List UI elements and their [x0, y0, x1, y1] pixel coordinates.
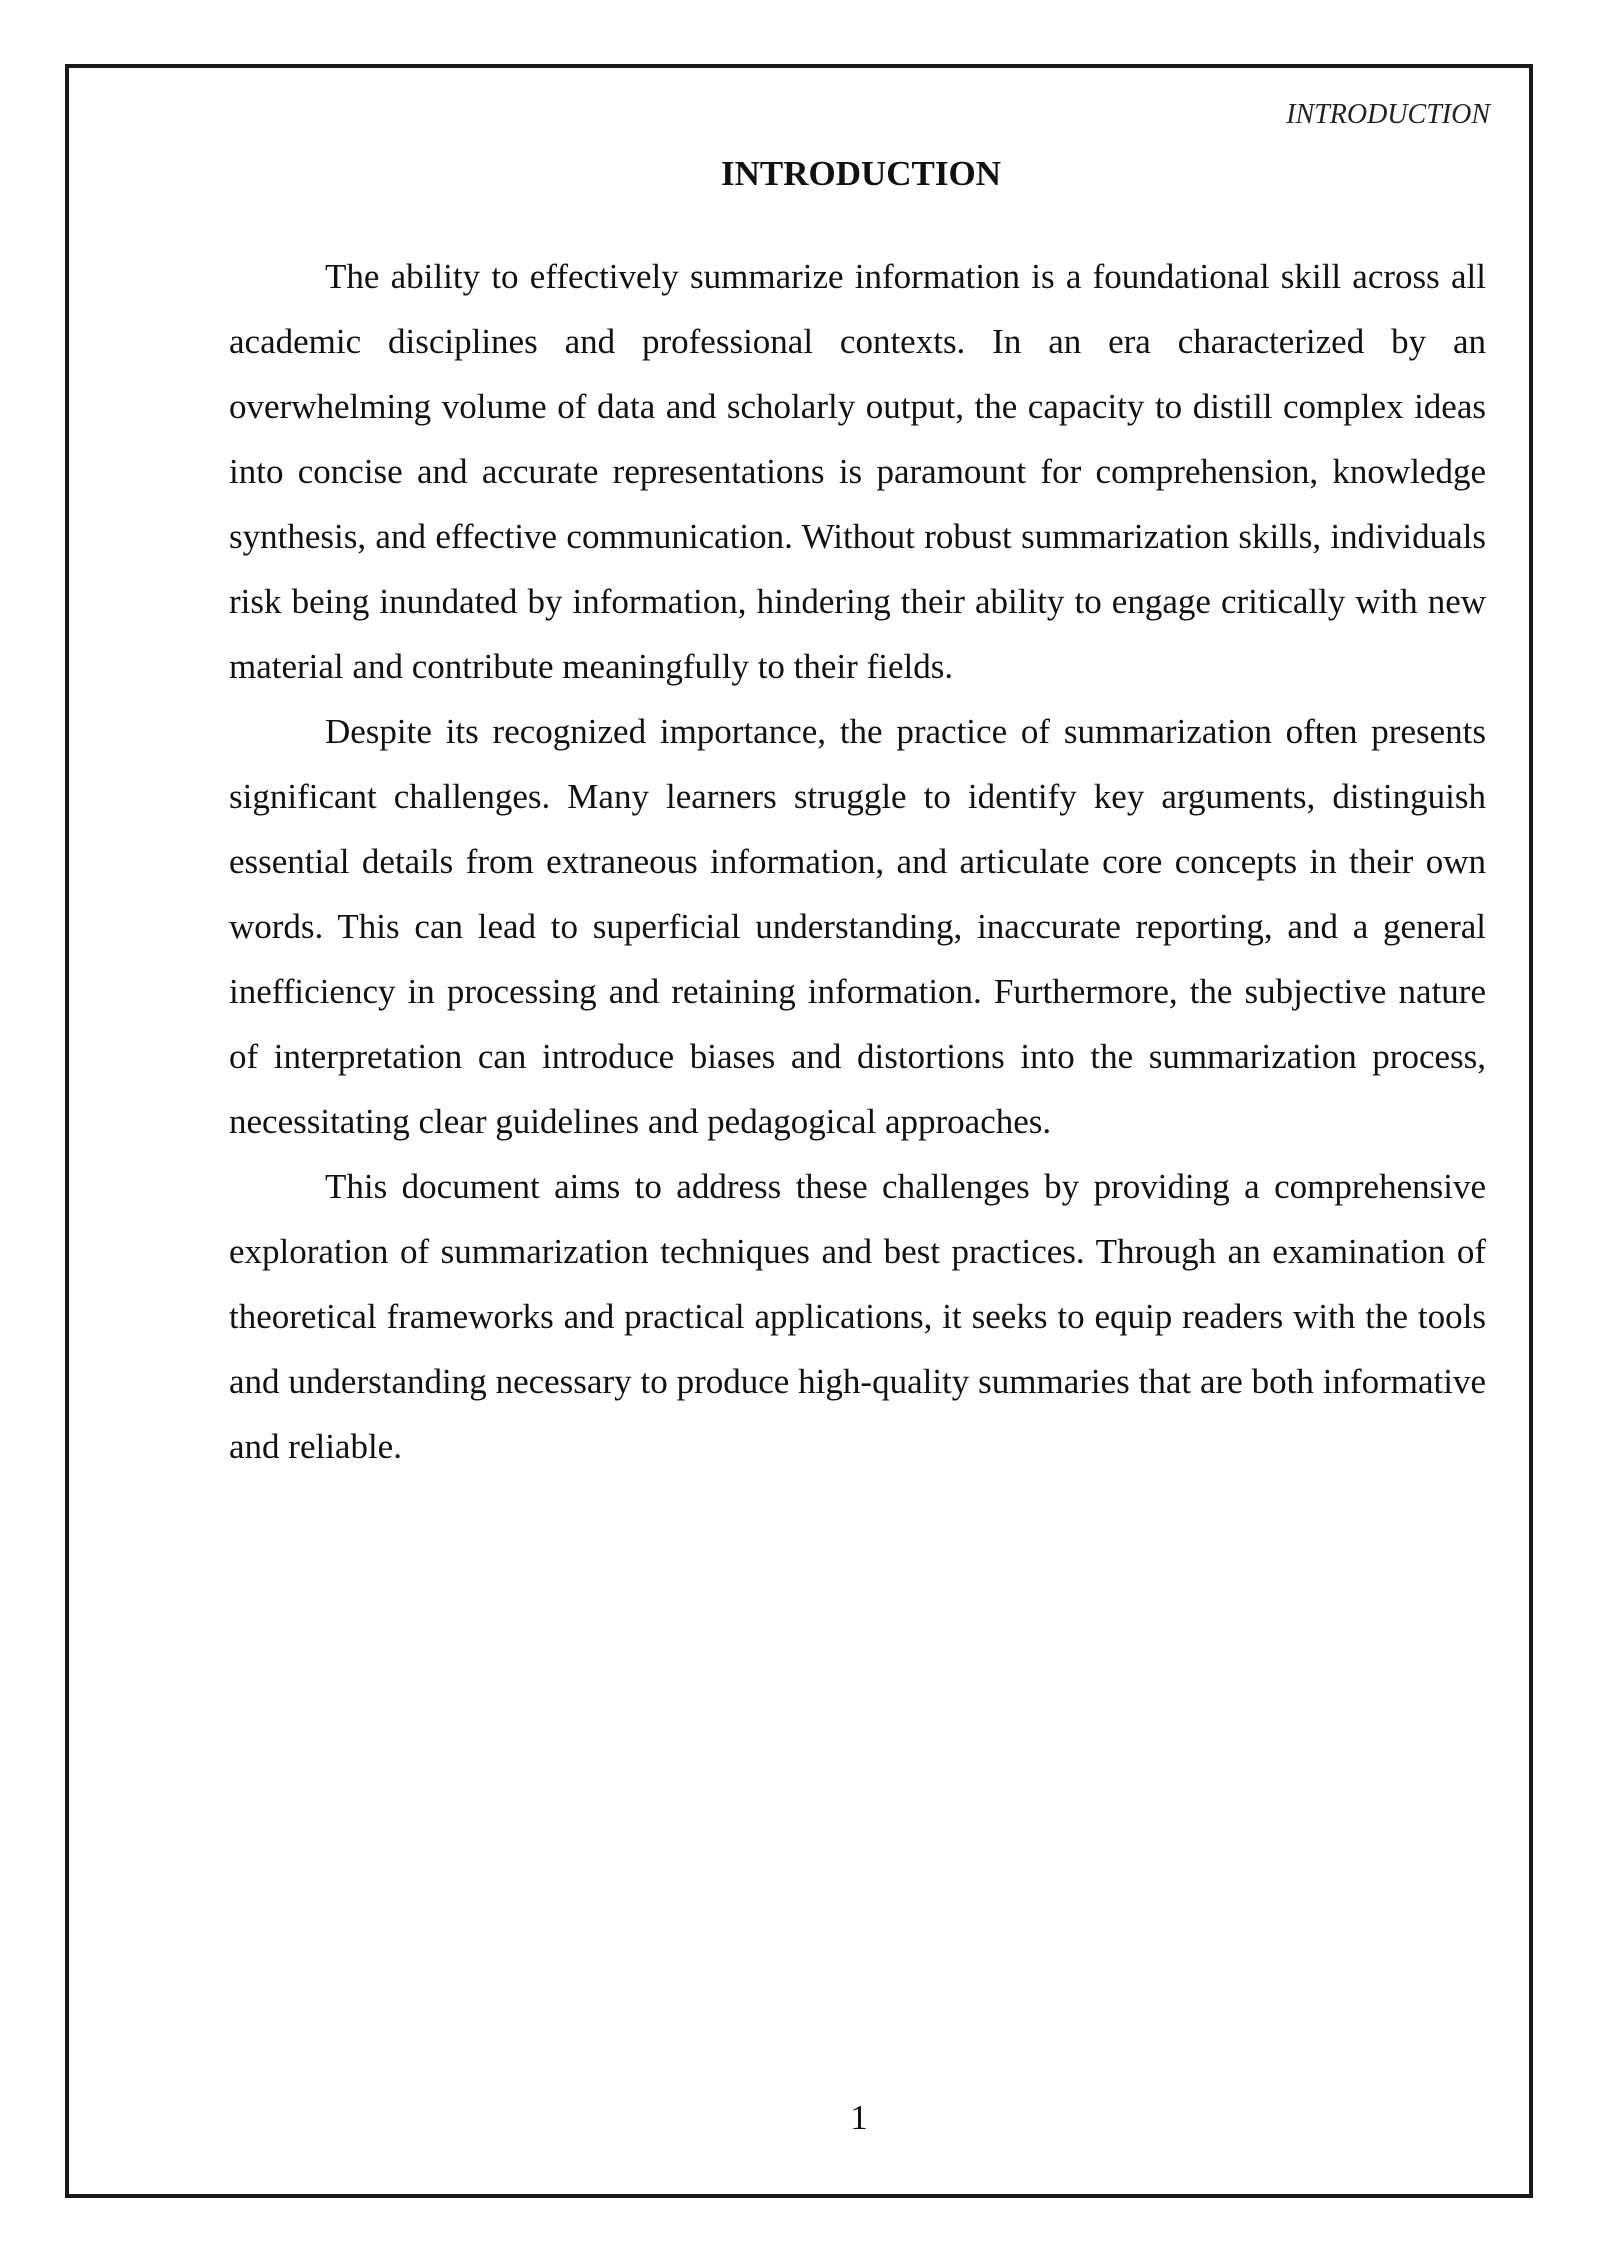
page-number: 1 [850, 2098, 868, 2137]
body-text [229, 244, 1486, 1479]
paragraph-2: Despite its recognized importance, the practice of summarization often presents significant challenges. Many learners struggle to identify key arguments, distinguish essential details from extraneous information, and articulate core concepts in their own words. This can lead to superficial understanding, inaccurate reporting, and a general inefficiency in processing and retaining information. Furthermore, the subjective nature of interpretation can introduce biases and distortions into the summarization process, necessitating clear guidelines and pedagogical approaches. [229, 712, 1486, 1141]
running-header: INTRODUCTION [1286, 99, 1490, 130]
page-title: INTRODUCTION [720, 154, 1002, 193]
paragraph-1: The ability to effectively summarize information is a foundational skill across all academic disciplines and professional contexts. In an era characterized by an overwhelming volume of data and scholarly output, the capacity to distill complex ideas into concise and accurate representations is paramount for comprehension, knowledge synthesis, and effective communication. Without robust summarization skills, individuals risk being inundated by information, hindering their ability to engage critically with new material and contribute meaningfully to their fields. [229, 257, 1486, 686]
paragraph-3: This document aims to address these challenges by providing a comprehensive exploration of summarization techniques and best practices. Through an examination of theoretical frameworks and practical applications, it seeks to equip readers with the tools and understanding necessary to produce high-quality summaries that are both informative and reliable. [229, 1167, 1486, 1466]
